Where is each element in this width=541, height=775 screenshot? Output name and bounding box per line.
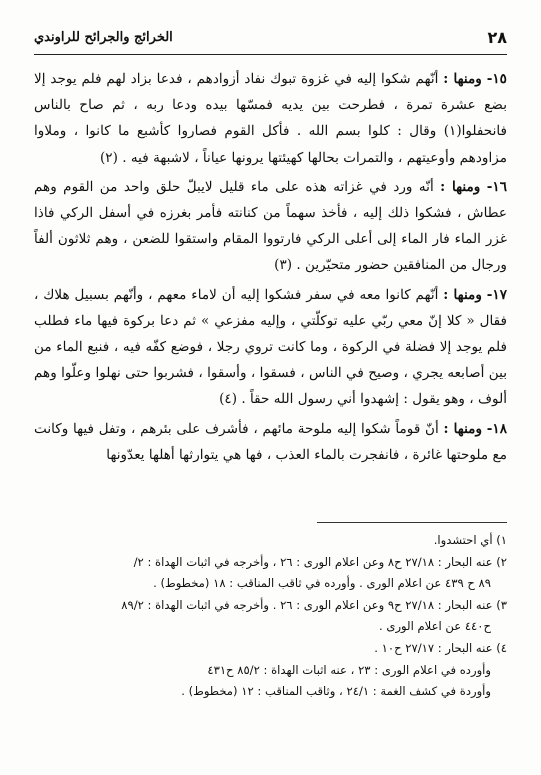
footnote-line: ٣) عنه البحار : ٢٧/١٨ ح٩ وعن اعلام الورى : ٢٦ . وأخرجه في اثبات الهداة : ٨٩/٢ [121,597,507,612]
paragraph-text: أنّ قوماً شكوا إليه ملوحة مائهم ، فأشرف على بئرهم ، وتفل فيها وكانت مع ملوحتها غائرة ، فانفجرت بالماء العذب ، فها هي يتوارثها أهلها يعدّونها [34,420,507,463]
footnote-line: وأورده في اعلام الورى : ٢٣ ، عنه اثبات الهداة : ٨٥/٢ ح٤٣١ [207,662,491,677]
running-title: الخرائج والجرائح للراوندي [34,30,173,45]
page-header [34,28,507,55]
footnote-line: وأوردة في كشف الغمة : ٢٤/١ ، وثاقب المناقب : ١٢ (مخطوط) . [181,684,491,699]
footnote-line: ٤) عنه البحار : ٢٧/١٧ ح١٠ . [374,640,507,655]
paragraph-lead: ومنها : [440,178,481,195]
footnote-separator [317,522,507,523]
footnote-line: ٨٩ ح ٤٣٩ عن اعلام الورى . وأورده في ثاقب المناقب : ١٨ (مخطوط) . [153,576,491,591]
paragraph-15 [34,66,507,171]
footnotes [34,530,507,703]
paragraph-16 [34,174,507,279]
paragraph-18 [34,416,507,468]
paragraph-number: ١٦- [486,178,507,195]
paragraph-17 [34,282,507,413]
footnote-line: ٢) عنه البحار : ٢٧/١٨ ح٨ وعن اعلام الورى : ٢٦ ، وأخرجه في اثبات الهداة : ٢/ [133,554,507,569]
paragraph-number: ١٨- [486,420,507,437]
paragraph-text: أنّهم كانوا معه في سفر فشكوا إليه أن لاماء معهم ، وأنّهم بسبيل هلاك ، فقال « كلا إنّ معي ربّي عليه توكلّتي ، وإليه مفزعي » ثم دعا بركوة فيها ماء فطلب فلم يوجد إلا فضلة في الركوة ، وما كانت تروي رجلا ، فوضع كفّه فيه ، فنبع الماء من بين أصابعه يجري ، وصيح في الناس ، فسقوا ، وأسقوا ، فشربوا حتى نهلوا وعلّوا وهم ألوف ، وهو يقول : إشهدوا أني رسول الله حقاً . (٤) [34,286,507,408]
paragraph-text: أنّه ورد في غزاته هذه على ماء قليل لايبلّ حلق واحد من القوم وهم عطاش ، فشكوا ذلك إليه ، فأخذ سهماً من كنانته فأمر بغرزه في أسفل الركي فاذا غزر الماء فار الماء إلى أعلى الركي فارتووا المقام واستقوا للضعن ، وهم ثلاثون ألفاً ورجال من المنافقين حضور متحيّرين . (٣) [34,178,507,274]
page-number: ٢٨ [487,28,507,47]
paragraph-number: ١٥- [486,71,507,87]
paragraph-lead: ومنها : [443,286,482,303]
paragraph-lead: ومنها : [443,71,482,87]
footnote-line: ح٤٤٠ عن اعلام الورى . [379,619,491,634]
main-text [34,66,507,471]
paragraph-number: ١٧- [486,286,508,303]
paragraph-text: أنّهم شكوا إليه في غزوة تبوك نفاد أزوادهم ، فدعا بزاد لهم فلم يوجد إلا بضع عشرة تمرة ، فطرحت بين يديه فمسّها بيده ودعا ربه ، ثم صاح بالناس فانحفلوا(١) وقال : كلوا بسم الله . فأكل القوم فصاروا كأشبع ما كانوا ، وملاوا مزاودهم وأوعيتهم ، والتمرات بحالها كهيئتها يرونها عياناً ، لاشبهة فيه . (٢) [34,71,507,166]
paragraph-lead: ومنها : [443,420,483,437]
footnote-line: ١) أي احتشدوا. [433,533,507,547]
